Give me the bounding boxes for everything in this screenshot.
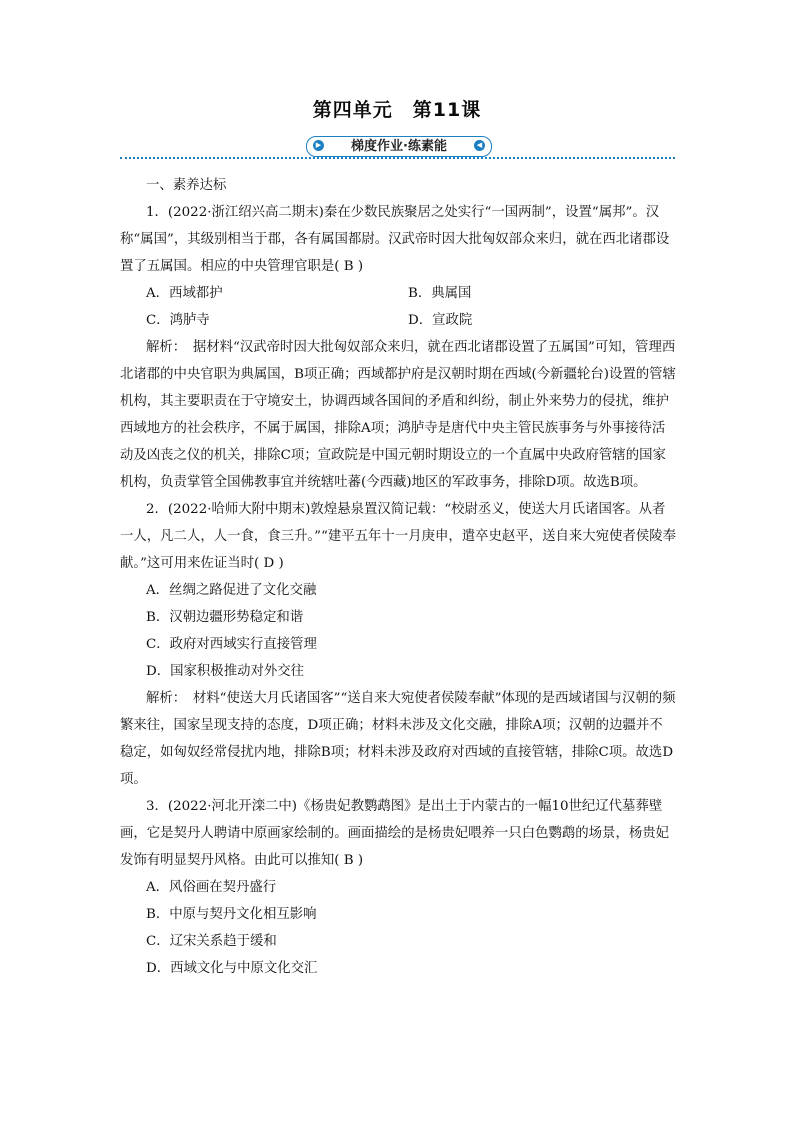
question-1-analysis: 解析： 据材料“汉武帝时因大批匈奴部众来归，就在西北诸郡设置了五属国”可知，管理西北诸郡的中央官职为典属国，B项正确；西域都护府是汉朝时期在西域(今新疆轮台)设置的管辖机构，其主要职责在于守境安土，协调西域各国间的矛盾和纠纷，制止外来势力的侵扰，维护西域地方的社会秩序，不属于属国，排除A项；鸿胪寺是唐代中央主管民族事务与外事接待活动及凶丧之仪的机关，排除C项；宣政院是中国元朝时期设立的一个直属中央政府管辖的国家机构，负责掌管全国佛教事宜并统辖吐蕃(今西藏)地区的军政事务，排除D项。故选B项。 [120, 340, 676, 490]
arrow-left-icon: ◀ [474, 140, 485, 151]
question-2-analysis: 解析： 材料“使送大月氏诸国客”“送自来大宛使者侯陵奉献”体现的是西域诸国与汉朝的频繁来往，国家呈现支持的态度，D项正确；材料未涉及文化交融，排除A项；汉朝的边疆并不稳定，如匈奴经常侵扰内地，排除B项；材料未涉及政府对西域的直接管辖，排除C项。故选D项。 [120, 691, 676, 787]
question-1-option-b: B．典属国 [408, 286, 472, 301]
arrow-right-icon: ▶ [313, 140, 324, 151]
question-1-option-a: A．西域都护 [146, 286, 223, 301]
question-3-option-a: A．风俗画在契丹盛行 [146, 880, 277, 895]
question-1-stem: 1．(2022·浙江绍兴高二期末)秦在少数民族聚居之处实行“一国两制”，设置“属邦”。汉称“属国”，其级别相当于郡，各有属国都尉。汉武帝时因大批匈奴部众来归，就在西北诸郡设置了五属国。相应的中央管理官职是( B ) [120, 205, 670, 274]
question-3-stem: 3．(2022·河北开滦二中)《杨贵妃教鹦鹉图》是出土于内蒙古的一幅10世纪辽代墓葬壁画，它是契丹人聘请中原画家绘制的。画面描绘的是杨贵妃喂养一只白色鹦鹉的场景，杨贵妃发饰有明显契丹风格。由此可以推知( B ) [120, 799, 670, 868]
banner-pill [306, 136, 492, 157]
question-3-option-c: C．辽宋关系趋于缓和 [146, 934, 277, 949]
question-1-option-c: C．鸿胪寺 [146, 313, 210, 328]
question-2-option-a: A．丝绸之路促进了文化交融 [146, 583, 317, 598]
page-title: 第四单元 第11课 [312, 99, 482, 121]
question-2-option-b: B．汉朝边疆形势稳定和谐 [146, 610, 304, 625]
document-body [120, 172, 676, 982]
section-heading: 一、素养达标 [146, 178, 227, 193]
question-2-option-d: D．国家积极推动对外交往 [146, 664, 305, 679]
question-1-options-row-1 [120, 280, 676, 307]
dotted-divider [120, 157, 675, 159]
question-2-stem: 2．(2022·哈师大附中期末)敦煌悬泉置汉简记载：“校尉丞义，使送大月氏诸国客。从者一人，凡二人，人一食，食三升。”“建平五年十一月庚申，遣卒史赵平，送自来大宛使者侯陵奉献。”这可用来佐证当时( D ) [120, 502, 677, 571]
banner-label: 梯度作业·练素能 [351, 139, 447, 154]
question-1-option-d: D．宣政院 [408, 313, 473, 328]
question-3-option-b: B．中原与契丹文化相互影响 [146, 907, 317, 922]
question-2-option-c: C．政府对西域实行直接管理 [146, 637, 317, 652]
question-1-options-row-2 [120, 307, 676, 334]
question-3-option-d: D．西域文化与中原文化交汇 [146, 961, 318, 976]
section-banner [120, 136, 675, 160]
